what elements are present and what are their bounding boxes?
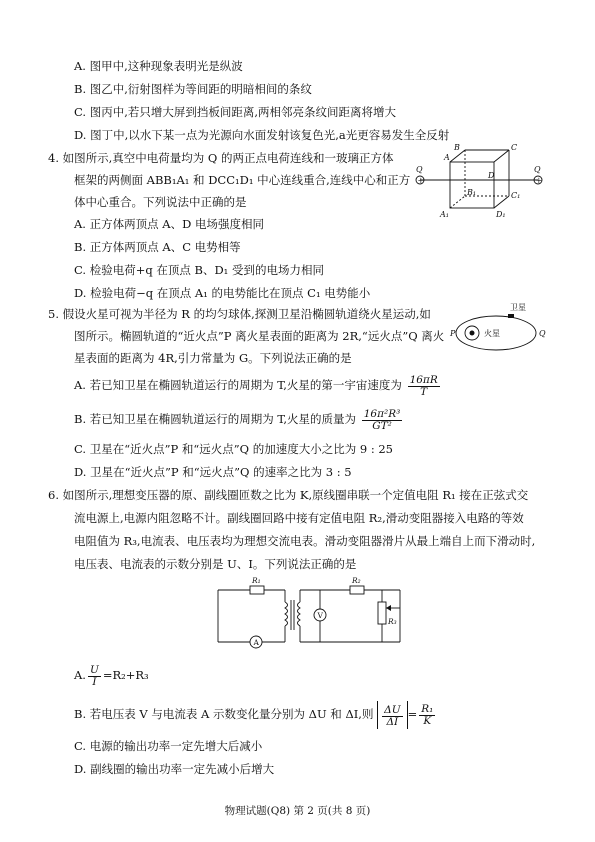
- q5-stem-line1: 5. 假设火星可视为半径为 R 的均匀球体,探测卫星沿椭圆轨道绕火星运动,如: [48, 307, 431, 321]
- q6-option-a: A. $\frac{U}{I}$ =R₂+R₃: [74, 663, 149, 688]
- q4-fig-c1: C₁: [511, 191, 521, 200]
- q4-fig-q-right: Q: [534, 165, 541, 174]
- q6-fig-r1: R₁: [252, 576, 261, 585]
- q4-fig-b1: B₁: [467, 188, 477, 197]
- q4-fig-d1: D₁: [496, 210, 506, 219]
- q5-orbit-figure: [448, 300, 548, 362]
- q6-option-d: D. 副线圈的输出功率一定先减小后增大: [74, 762, 275, 776]
- q4-cube-figure: [410, 140, 550, 232]
- q4-option-a: A. 正方体两顶点 A、D 电场强度相同: [74, 217, 264, 231]
- q6-stem-line3: 电阻值为 R₃,电流表、电压表均为理想交流电表。滑动变阻器滑片从最上端自上而下滑动时,: [74, 534, 536, 548]
- q4-option-d: D. 检验电荷−q 在顶点 A₁ 的电势能比在顶点 C₁ 电势能小: [74, 286, 371, 300]
- q4-stem-line2: 框架的两侧面 ABB₁A₁ 和 DCC₁D₁ 中心连线重合,连线中心和正方: [74, 173, 411, 187]
- q4-option-c: C. 检验电荷+q 在顶点 B、D₁ 受到的电场力相同: [74, 263, 324, 277]
- q4-fig-c: C: [511, 143, 518, 152]
- q5-fig-p: P: [450, 329, 456, 338]
- q5-option-c: C. 卫星在“近火点”P 和“远火点”Q 的加速度大小之比为 9 : 25: [74, 442, 393, 456]
- q6-stem-line2: 流电源上,电源内阻忽略不计。副线圈回路中接有定值电阻 R₂,滑动变阻器接入电路的等效: [74, 511, 524, 525]
- q3-option-b: B. 图乙中,衍射图样为等间距的明暗相间的条纹: [74, 82, 312, 96]
- q5-option-a: A. 若已知卫星在椭圆轨道运行的周期为 T,火星的第一宇宙速度为 $\frac{16\pi R}{T}$: [74, 373, 438, 398]
- q6-stem-line1: 6. 如图所示,理想变压器的原、副线圈匝数之比为 K,原线圈串联一个定值电阻 R₁ 接在正弦式交: [48, 488, 529, 502]
- q4-fig-plus-right: +: [535, 176, 543, 185]
- q4-option-b: B. 正方体两顶点 A、C 电势相等: [74, 240, 241, 254]
- q4-fig-b: B: [454, 143, 460, 152]
- q6-option-b-abs: $\frac{\Delta U}{\Delta I}$: [377, 701, 407, 729]
- q6-fig-ammeter: A: [253, 638, 259, 647]
- q3-option-c: C. 图丙中,若只增大屏到挡板间距离,两相邻亮条纹间距离将增大: [74, 105, 397, 119]
- q5-fig-mars: 火星: [484, 329, 500, 338]
- q6-fig-r3: R₃: [388, 617, 397, 626]
- q4-fig-q-left: Q: [416, 165, 423, 174]
- q5-option-d: D. 卫星在“近火点”P 和“远火点”Q 的速率之比为 3 : 5: [74, 465, 352, 479]
- q4-stem-line1: 4. 如图所示,真空中电荷量均为 Q 的两正点电荷连线和一玻璃正方体: [48, 151, 394, 165]
- q5-stem-line2: 图所示。椭圆轨道的“近火点”P 离火星表面的距离为 2R,“远火点”Q 离火: [74, 329, 445, 343]
- q4-stem-line3: 体中心重合。下列说法中正确的是: [74, 195, 247, 209]
- q6-option-c: C. 电源的输出功率一定先增大后减小: [74, 739, 263, 753]
- q5-option-a-fraction: $\frac{16\pi R}{T}$: [409, 373, 438, 398]
- page-footer: 物理试题(Q8) 第 2 页(共 8 页): [224, 805, 371, 817]
- q6-circuit-figure: [210, 572, 410, 652]
- q3-option-d: D. 图丁中,以水下某一点为光源向水面发射该复色光,a光更容易发生全反射: [74, 128, 450, 142]
- q4-fig-a1: A₁: [440, 210, 449, 219]
- q6-stem-line4: 电压表、电流表的示数分别是 U、I。下列说法正确的是: [74, 557, 357, 571]
- q5-stem-line3: 星表面的距离为 4R,引力常量为 G。下列说法正确的是: [74, 351, 352, 365]
- q4-fig-a: A: [444, 153, 450, 162]
- q4-fig-d: D: [488, 171, 495, 180]
- q6-option-a-fraction: $\frac{U}{I}$: [89, 663, 99, 688]
- q5-fig-satellite: 卫星: [510, 303, 526, 312]
- q6-fig-voltmeter: V: [317, 611, 323, 620]
- q5-fig-q: Q: [539, 329, 546, 338]
- q6-option-b-fraction: $\frac{\text{R₁}}{K}$: [421, 702, 434, 727]
- q6-fig-r2: R₂: [352, 576, 361, 585]
- q3-option-a: A. 图甲中,这种现象表明光是纵波: [74, 59, 243, 73]
- q5-option-b-fraction: $\frac{\text{16π²R³}}{\text{GT²}}$: [363, 407, 401, 432]
- q5-option-b: B. 若已知卫星在椭圆轨道运行的周期为 T,火星的质量为 $\frac{\text{16π²R³}}{\text{GT²}}$: [74, 407, 401, 432]
- q6-option-b: B. 若电压表 V 与电流表 A 示数变化量分别为 ΔU 和 ΔI,则 $\frac{\Delta U}{\Delta I}$ = $\frac{\text{R₁}}{K}$: [74, 702, 434, 728]
- q4-fig-plus-left: +: [417, 176, 425, 185]
